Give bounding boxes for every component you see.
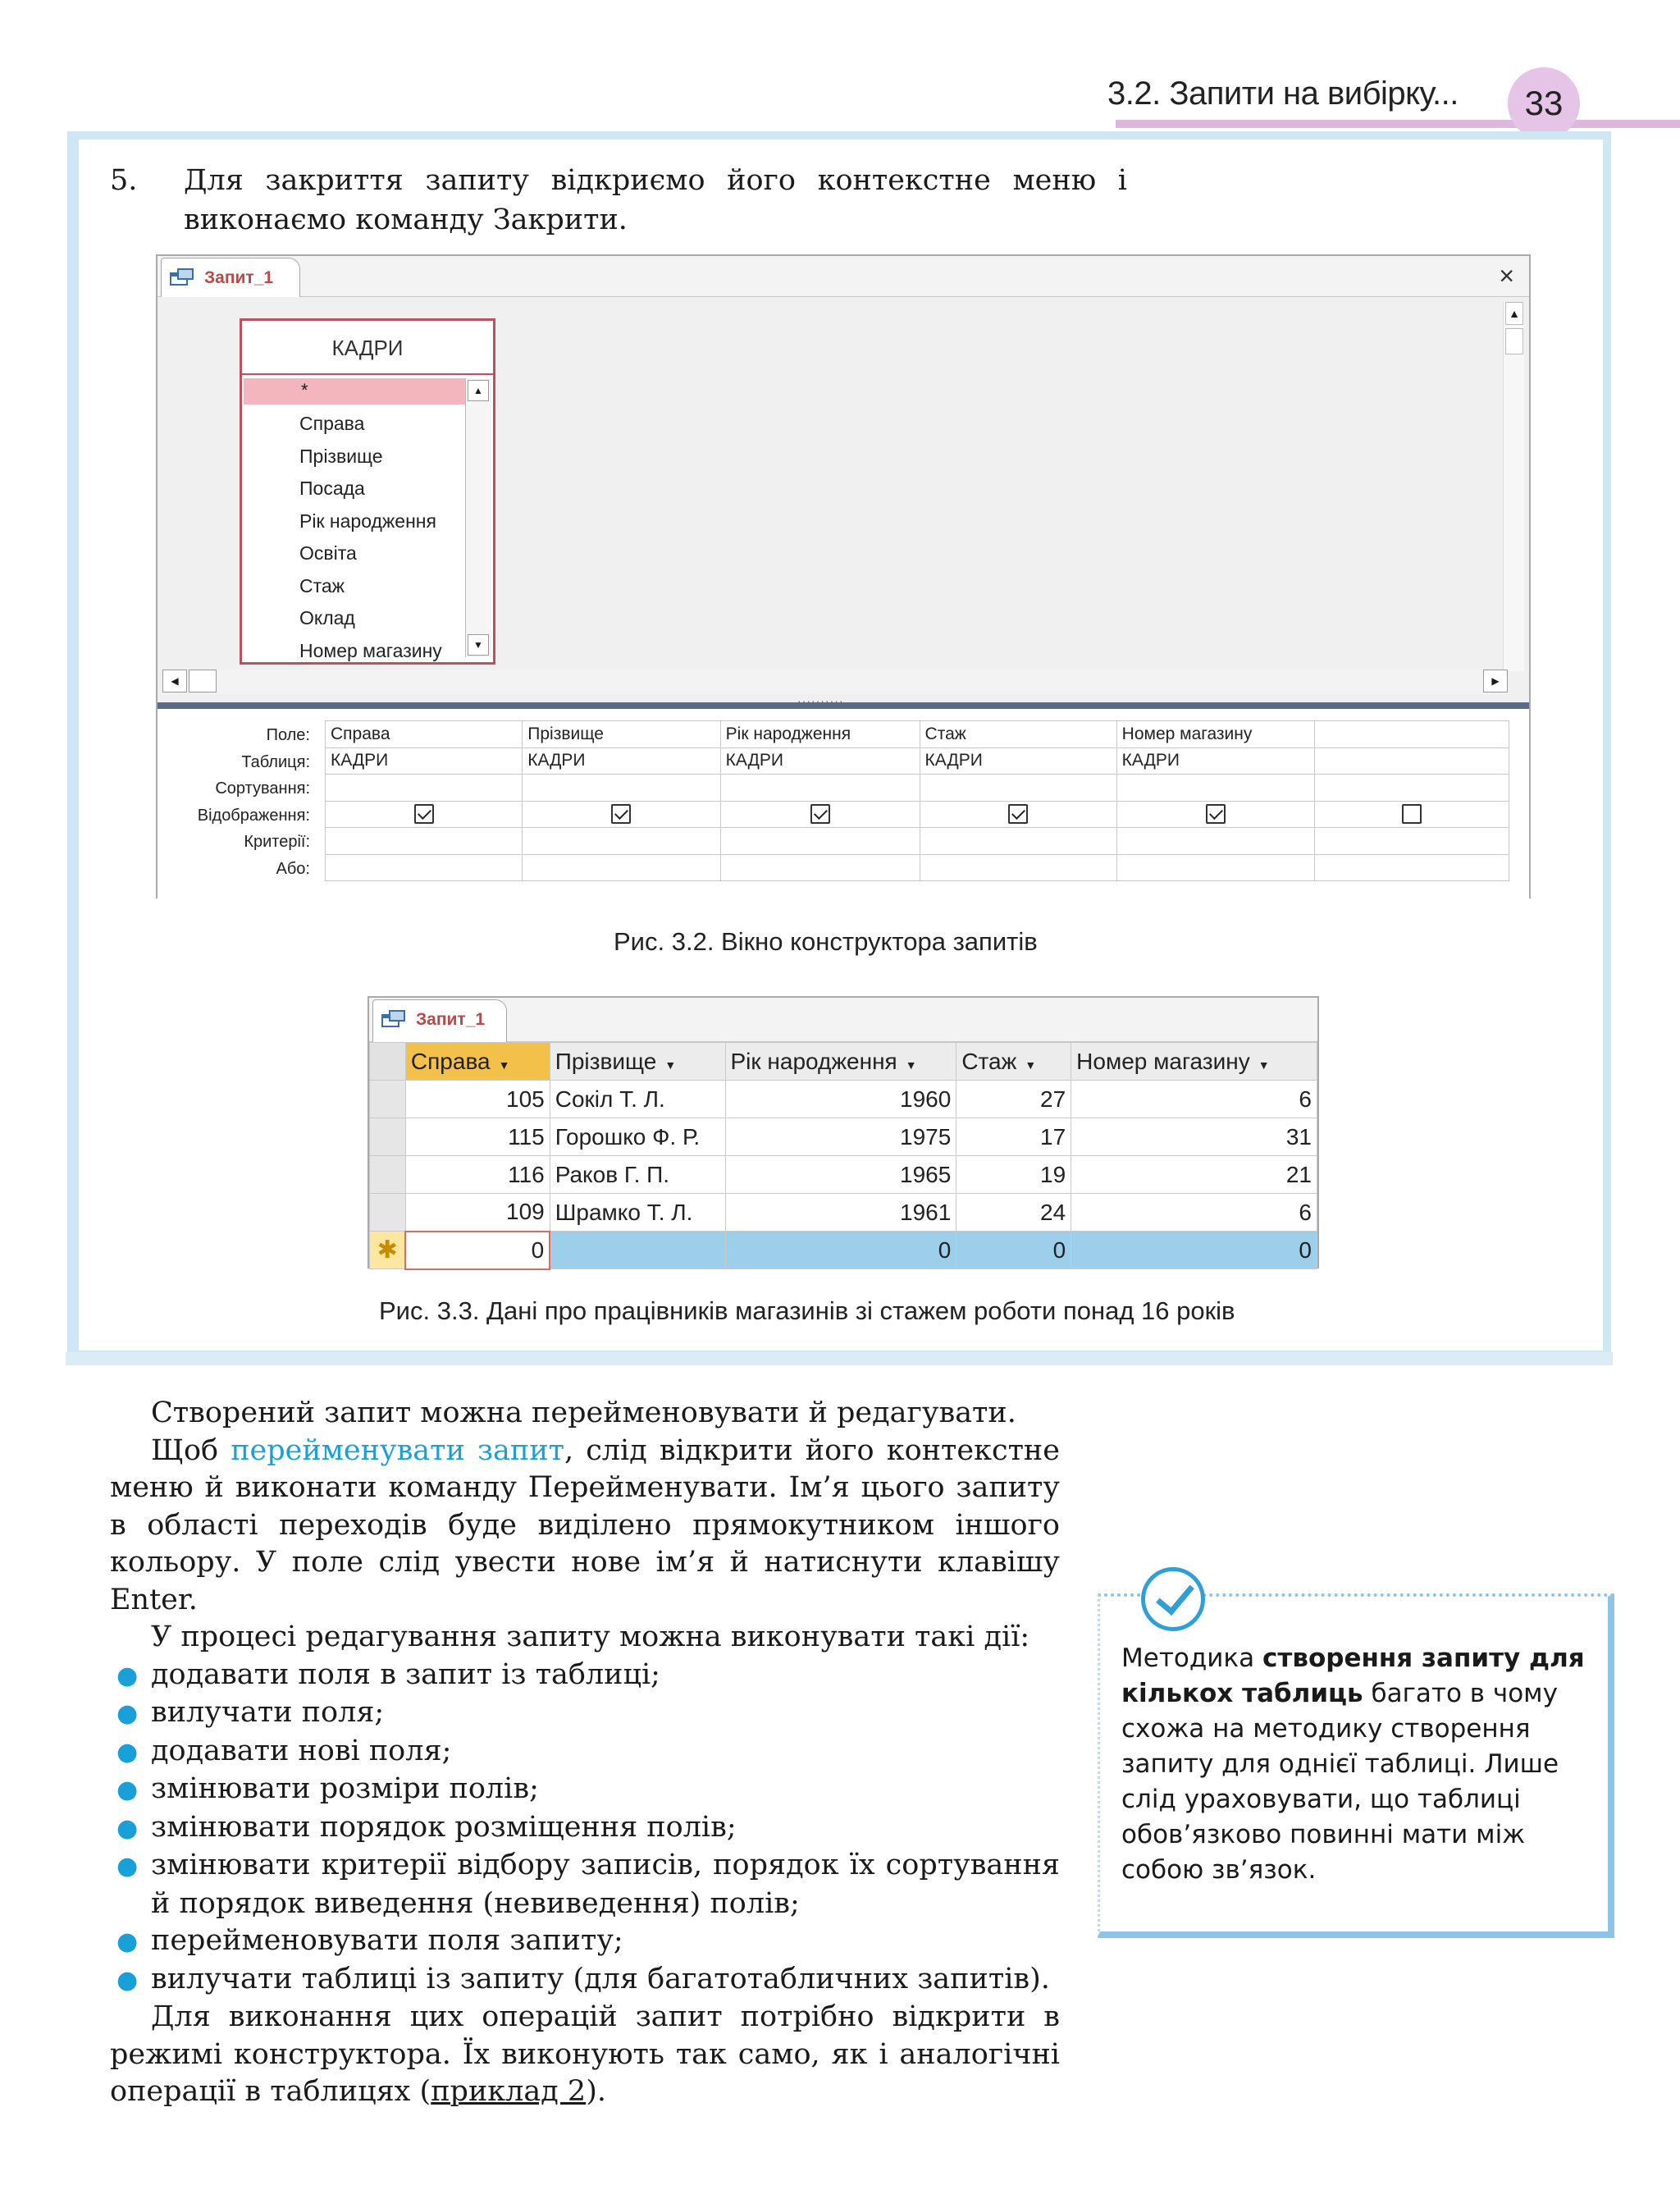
grid-or-cell[interactable]: [920, 854, 1116, 881]
show-checkbox[interactable]: [1008, 804, 1028, 824]
grid-table-cell[interactable]: КАДРИ: [720, 747, 920, 775]
scroll-right-icon[interactable]: ▶: [1483, 670, 1508, 693]
query-icon: [170, 268, 194, 288]
list-item: [77, 1733, 1060, 1771]
figure-caption-3-2: Рис. 3.2. Вікно конструктора запитів: [614, 927, 1038, 956]
scroll-thumb[interactable]: [1505, 328, 1523, 354]
grid-or-cell[interactable]: [1116, 854, 1314, 881]
grid-table-cell[interactable]: КАДРИ: [523, 747, 720, 775]
cell[interactable]: 109: [405, 1194, 550, 1232]
grid-field-cell[interactable]: Стаж: [920, 721, 1116, 748]
figure-caption-3-3: Рис. 3.3. Дані про працівників магазинів зі стажем роботи понад 16 років: [379, 1296, 1235, 1325]
query-icon: [381, 1010, 406, 1030]
row-selector[interactable]: [370, 1081, 406, 1118]
header-label: Рік народження: [730, 1048, 897, 1074]
dropdown-arrow-icon[interactable]: ▼: [1025, 1058, 1037, 1072]
cell[interactable]: 6: [1071, 1194, 1317, 1232]
actions-list: [110, 1657, 1060, 2000]
list-item: [77, 1694, 1060, 1733]
column-header[interactable]: [550, 1043, 725, 1081]
example-link[interactable]: приклад 2: [431, 2075, 587, 2108]
row-label: Критерії:: [244, 833, 310, 851]
grid-field-cell[interactable]: [1314, 721, 1509, 748]
cell[interactable]: Шрамко Т. Л.: [550, 1194, 725, 1232]
term-link[interactable]: перейменувати запит: [231, 1433, 564, 1467]
row-label: Або:: [276, 859, 310, 878]
grid-criteria-cell[interactable]: [1116, 828, 1314, 855]
column-header[interactable]: [956, 1043, 1071, 1081]
grid-criteria-cell[interactable]: [1314, 828, 1509, 855]
grid-or-cell[interactable]: [1314, 854, 1509, 881]
scroll-up-icon[interactable]: ▲: [1505, 302, 1523, 325]
bullet-icon: ●: [116, 1813, 139, 1843]
cell[interactable]: 0: [1071, 1232, 1317, 1269]
step-number: 5.: [110, 164, 138, 197]
field-item[interactable]: Стаж: [299, 574, 345, 597]
grid-criteria-cell[interactable]: [523, 828, 720, 855]
header-label: Справа: [410, 1048, 491, 1074]
query-designer-window: [156, 254, 1531, 898]
tab-bar: [158, 256, 1529, 297]
list-item-text: змінювати розміри полів;: [151, 1772, 539, 1805]
cell[interactable]: Сокіл Т. Л.: [550, 1081, 725, 1118]
header-label: Номер магазину: [1076, 1048, 1250, 1074]
row-label: Поле:: [266, 726, 310, 744]
bullet-icon: ●: [116, 1965, 139, 1995]
pane-splitter[interactable]: [158, 694, 1529, 709]
side-note: [1098, 1593, 1614, 1938]
cell[interactable]: 21: [1071, 1156, 1317, 1194]
grid-criteria-cell[interactable]: [720, 828, 920, 855]
list-item: [77, 1771, 1060, 1809]
cell[interactable]: 116: [405, 1156, 550, 1194]
select-all-corner[interactable]: [370, 1043, 406, 1081]
show-checkbox[interactable]: [1402, 804, 1422, 824]
text-run: ).: [586, 2075, 606, 2108]
grid-show-cell: [1116, 801, 1314, 828]
paragraph: [110, 1999, 1060, 2111]
show-checkbox[interactable]: [414, 804, 434, 824]
bullet-icon: ●: [116, 1776, 139, 1804]
field-item[interactable]: Прізвище: [299, 445, 383, 467]
body-text: [110, 1395, 1060, 2111]
tab-query[interactable]: [372, 999, 507, 1042]
table-row: [370, 1156, 1317, 1194]
text-run: Щоб: [151, 1433, 231, 1467]
grid-show-cell: [920, 801, 1116, 828]
list-item-text: вилучати поля;: [151, 1696, 385, 1729]
dropdown-arrow-icon[interactable]: ▼: [498, 1058, 510, 1072]
scroll-down-icon[interactable]: ▼: [468, 634, 489, 656]
grid-show-cell: [720, 801, 920, 828]
cell[interactable]: 31: [1071, 1118, 1317, 1156]
tab-label: Запит_1: [416, 1010, 486, 1029]
grid-sort-cell[interactable]: [1116, 775, 1314, 802]
cell[interactable]: 0: [956, 1232, 1071, 1269]
grid-table-cell[interactable]: КАДРИ: [1116, 747, 1314, 775]
horizontal-scrollbar[interactable]: [162, 670, 1508, 694]
bullet-icon: ●: [116, 1699, 139, 1728]
cell[interactable]: 1975: [725, 1118, 956, 1156]
field-item[interactable]: Посада: [299, 478, 365, 499]
grid-field-cell[interactable]: Прізвище: [523, 721, 720, 748]
row-label: Сортування:: [215, 779, 310, 798]
cell[interactable]: 1965: [725, 1156, 956, 1194]
field-all[interactable]: *: [244, 378, 465, 405]
cell[interactable]: Раков Г. П.: [550, 1156, 725, 1194]
list-item-text: змінювати порядок розміщення полів;: [151, 1810, 737, 1844]
field-item[interactable]: Освіта: [299, 542, 357, 564]
header-label: Стаж: [961, 1048, 1017, 1074]
grid-sort-cell[interactable]: [326, 775, 523, 802]
bullet-icon: ●: [116, 1737, 139, 1767]
query-grid: [325, 720, 1509, 881]
grid-field-cell[interactable]: Номер магазину: [1116, 721, 1314, 748]
dropdown-arrow-icon[interactable]: ▼: [905, 1058, 917, 1072]
vertical-scrollbar[interactable]: [1503, 302, 1524, 671]
text-run: Методика: [1121, 1643, 1262, 1673]
table-row: [370, 1081, 1317, 1118]
list-item: [77, 1809, 1060, 1848]
table-row: [370, 1194, 1317, 1232]
field-list-scrollbar[interactable]: [465, 378, 491, 657]
cell[interactable]: 1961: [725, 1194, 956, 1232]
list-item-text: вилучати таблиці із запиту (для багатотабличних запитів).: [151, 1962, 1050, 1995]
tab-bar: [369, 998, 1317, 1042]
scroll-left-icon[interactable]: ◀: [162, 670, 187, 693]
cell[interactable]: 0: [725, 1232, 956, 1269]
grid-table-cell[interactable]: КАДРИ: [326, 747, 523, 775]
field-item[interactable]: Оклад: [299, 607, 355, 629]
grid-field-cell[interactable]: Рік народження: [720, 721, 920, 748]
field-item[interactable]: Номер магазину: [299, 639, 442, 661]
bullet-icon: ●: [116, 1927, 139, 1956]
tab-label: Запит_1: [204, 268, 274, 287]
grid-table-cell[interactable]: [1314, 747, 1509, 775]
text-run: Для виконання цих операцій запит потрібно відкрити в режимі конструктора. Їх виконують так само, як і аналогічні операції в таблицях (: [110, 2000, 1060, 2108]
list-item-text: додавати нові поля;: [151, 1734, 452, 1767]
list-item: [77, 1847, 1060, 1922]
grid-or-cell[interactable]: [326, 854, 523, 881]
close-icon[interactable]: ×: [1499, 261, 1514, 290]
scroll-up-icon[interactable]: ▲: [468, 380, 489, 401]
paragraph: [110, 1433, 1060, 1620]
cell[interactable]: 1960: [725, 1081, 956, 1118]
note-emphasis: створення запиту для кількох таблиць: [1121, 1643, 1585, 1708]
text-run: , слід відкрити його контекстне меню й виконати команду Перейменувати. Ім’я цього запиту в області переходів буде виділено прямокутником іншого кольору. У поле слід увести нове ім’я й натиснути клавішу Enter.: [110, 1433, 1060, 1616]
table-name: КАДРИ: [242, 321, 493, 375]
datasheet-window: [368, 996, 1319, 1268]
row-selector[interactable]: [370, 1156, 406, 1194]
paragraph: У процесі редагування запиту можна виконувати такі дії:: [151, 1620, 1030, 1653]
cell[interactable]: 105: [405, 1081, 550, 1118]
bullet-icon: ●: [116, 1661, 139, 1690]
column-header[interactable]: [405, 1043, 550, 1081]
grid-show-cell: [1314, 801, 1509, 828]
list-item-text: змінювати критерії відбору записів, порядок їх сортування й порядок виведення (невиведення) полів;: [151, 1849, 1060, 1920]
splitter-grip: ··········: [797, 694, 844, 707]
section-title: 3.2. Запити на вибірку...: [1107, 75, 1459, 112]
header-label: Прізвище: [555, 1048, 657, 1074]
list-item: [77, 1922, 1060, 1961]
new-record-row: [370, 1232, 1317, 1269]
field-item[interactable]: Рік народження: [299, 510, 436, 532]
step-text: Для закриття запиту відкриємо його контекстне меню і виконаємо команду Закрити.: [184, 164, 1127, 236]
header-rule: [1116, 120, 1680, 128]
bullet-icon: ●: [116, 1852, 139, 1881]
grid-sort-cell[interactable]: [523, 775, 720, 802]
page-number: 33: [1508, 67, 1580, 139]
note-text: [1121, 1641, 1605, 1888]
datasheet-table: [369, 1042, 1317, 1270]
frame-shadow: [66, 1352, 1613, 1365]
grid-criteria-cell[interactable]: [326, 828, 523, 855]
grid-sort-cell[interactable]: [920, 775, 1116, 802]
grid-criteria-cell[interactable]: [920, 828, 1116, 855]
design-grid: [158, 709, 1529, 898]
list-item-text: перейменовувати поля запиту;: [151, 1924, 623, 1957]
show-checkbox[interactable]: [611, 804, 631, 824]
list-item: [77, 1657, 1060, 1695]
list-item: [77, 1961, 1060, 2000]
table-box-kadry[interactable]: [240, 318, 495, 665]
dropdown-arrow-icon[interactable]: ▼: [1258, 1058, 1270, 1072]
text-run: багато в чому схожа на методику створення запиту для однієї таблиці. Лише слід ураховувати, що таблиці обов’язково повинні мати між собою зв’язок.: [1121, 1679, 1559, 1885]
cell[interactable]: 27: [956, 1081, 1071, 1118]
paragraph: Створений запит можна перейменовувати й редагувати.: [151, 1396, 1016, 1429]
row-selector[interactable]: [370, 1194, 406, 1232]
show-checkbox[interactable]: [1206, 804, 1226, 824]
grid-or-cell[interactable]: [720, 854, 920, 881]
grid-sort-cell[interactable]: [1314, 775, 1509, 802]
grid-row-labels: [158, 722, 313, 882]
column-header[interactable]: [725, 1043, 956, 1081]
show-checkbox[interactable]: [810, 804, 830, 824]
grid-show-cell: [523, 801, 720, 828]
cell[interactable]: 24: [956, 1194, 1071, 1232]
grid-sort-cell[interactable]: [720, 775, 920, 802]
field-list: [299, 408, 442, 667]
cell[interactable]: 115: [405, 1118, 550, 1156]
field-item[interactable]: Справа: [299, 413, 365, 434]
cell[interactable]: Горошко Ф. Р.: [550, 1118, 725, 1156]
cell[interactable]: 19: [956, 1156, 1071, 1194]
cell[interactable]: [550, 1232, 725, 1269]
table-row: [370, 1118, 1317, 1156]
cell[interactable]: 0: [405, 1232, 550, 1269]
grid-show-cell: [326, 801, 523, 828]
list-item-text: додавати поля в запит із таблиці;: [151, 1657, 660, 1691]
new-record-icon[interactable]: ✱: [370, 1232, 406, 1269]
scroll-thumb[interactable]: [189, 670, 217, 693]
grid-field-cell[interactable]: Справа: [326, 721, 523, 748]
cell[interactable]: 17: [956, 1118, 1071, 1156]
grid-or-cell[interactable]: [523, 854, 720, 881]
cell[interactable]: 6: [1071, 1081, 1317, 1118]
row-label: Таблиця:: [241, 752, 310, 771]
grid-table-cell[interactable]: КАДРИ: [920, 747, 1116, 775]
dropdown-arrow-icon[interactable]: ▼: [664, 1058, 677, 1072]
checkmark-icon: [1141, 1567, 1205, 1631]
row-selector[interactable]: [370, 1118, 406, 1156]
column-header[interactable]: [1071, 1043, 1317, 1081]
row-label: Відображення:: [197, 806, 310, 825]
tab-query[interactable]: [161, 258, 300, 297]
